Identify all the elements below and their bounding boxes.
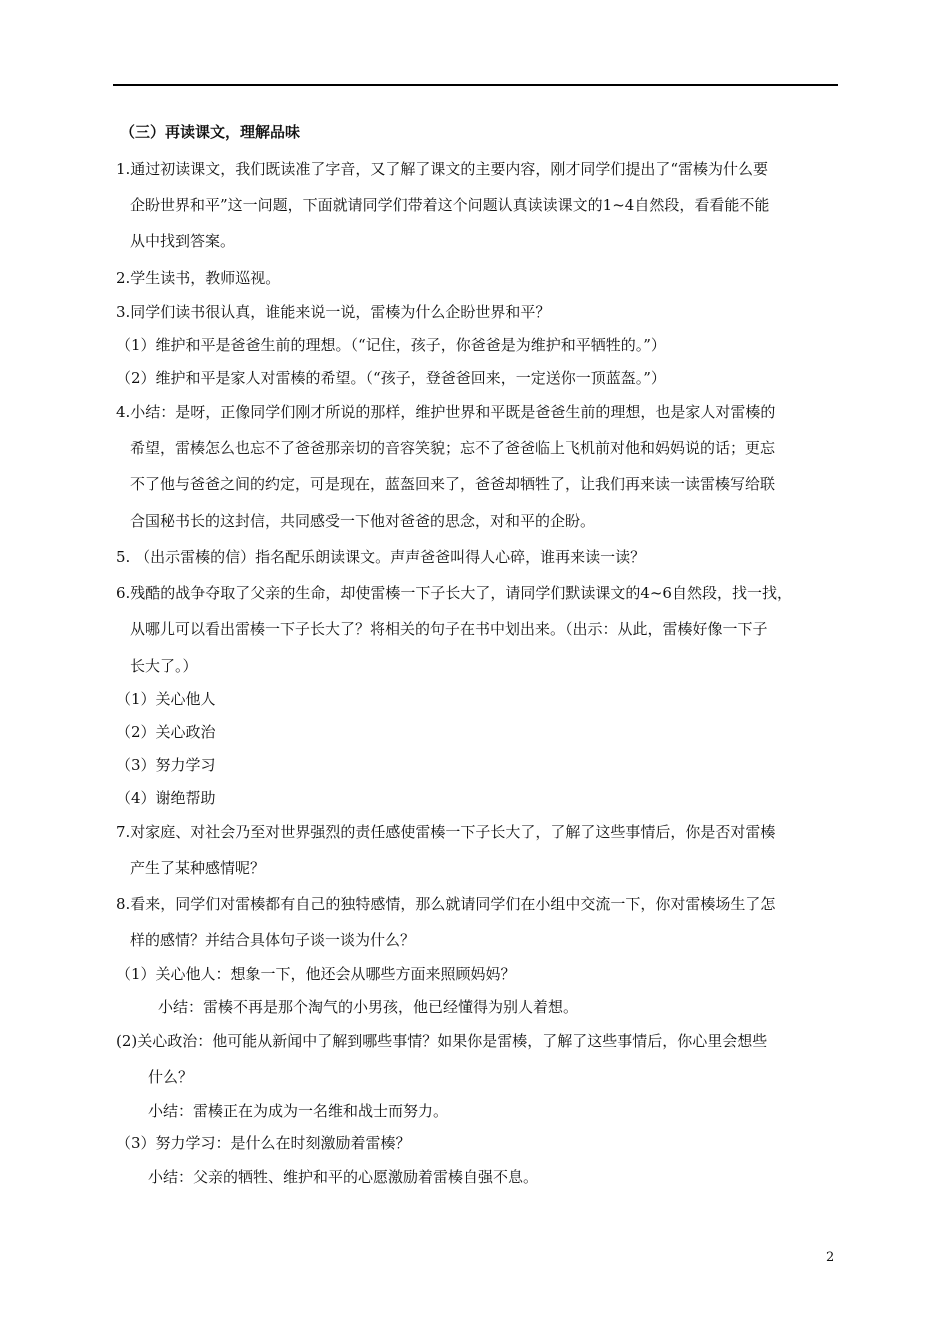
page-number: 2 bbox=[826, 1250, 835, 1265]
paragraph-line: （1）关心他人 bbox=[116, 690, 216, 708]
paragraph-line: 2.学生读书，教师巡视。 bbox=[116, 269, 281, 287]
paragraph-line: 小结：雷楱不再是那个淘气的小男孩，他已经懂得为别人着想。 bbox=[158, 998, 579, 1016]
paragraph-line: 小结：雷楱正在为成为一名维和战士而努力。 bbox=[148, 1102, 449, 1120]
paragraph-line: 8.看来，同学们对雷楱都有自己的独特感情，那么就请同学们在小组中交流一下，你对雷楱场生了怎 bbox=[116, 895, 776, 913]
paragraph-line: 长大了。） bbox=[130, 657, 198, 675]
paragraph-line: 合国秘书长的这封信，共同感受一下他对爸爸的思念，对和平的企盼。 bbox=[130, 512, 596, 530]
paragraph-line: 3.同学们读书很认真，谁能来说一说，雷楱为什么企盼世界和平？ bbox=[116, 303, 551, 321]
paragraph-line: （2）维护和平是家人对雷楱的希望。（“孩子，登爸爸回来，一定送你一顶蓝盔。”） bbox=[116, 369, 666, 387]
section-heading: （三）再读课文，理解品味 bbox=[120, 123, 301, 141]
paragraph-line: (2)关心政治：他可能从新闻中了解到哪些事情？如果你是雷楱，了解了这些事情后，你心里会想些 bbox=[116, 1032, 768, 1050]
paragraph-line: 7.对家庭、对社会乃至对世界强烈的责任感使雷楱一下子长大了，了解了这些事情后，你是否对雷楱 bbox=[116, 823, 776, 841]
paragraph-line: 从哪儿可以看出雷楱一下子长大了？将相关的句子在书中划出来。（出示：从此，雷楱好像一下子 bbox=[130, 620, 768, 638]
paragraph-line: 不了他与爸爸之间的约定，可是现在，蓝盔回来了，爸爸却牺牲了，让我们再来读一读雷楱写给联 bbox=[130, 475, 776, 493]
paragraph-line: 什么？ bbox=[148, 1068, 194, 1086]
paragraph-line: 小结：父亲的牺牲、维护和平的心愿激励着雷楱自强不息。 bbox=[148, 1168, 539, 1186]
paragraph-line: 产生了某种感情呢？ bbox=[130, 859, 266, 877]
paragraph-line: 从中找到答案。 bbox=[130, 232, 236, 250]
paragraph-line: （4）谢绝帮助 bbox=[116, 789, 216, 807]
paragraph-line: 4.小结：是呀，正像同学们刚才所说的那样，维护世界和平既是爸爸生前的理想，也是家人对雷楱的 bbox=[116, 403, 776, 421]
paragraph-line: 6.残酷的战争夺取了父亲的生命，却使雷楱一下子长大了，请同学们默读课文的4~6自然段，找一找， bbox=[116, 584, 792, 602]
paragraph-line: （3）努力学习：是什么在时刻激励着雷楱？ bbox=[116, 1134, 411, 1152]
paragraph-line: 样的感情？并结合具体句子谈一谈为什么？ bbox=[130, 931, 416, 949]
paragraph-line: 企盼世界和平”这一问题，下面就请同学们带着这个问题认真读读课文的1~4自然段，看看能不能 bbox=[130, 196, 770, 214]
header-rule bbox=[113, 84, 838, 86]
paragraph-line: （1）关心他人：想象一下，他还会从哪些方面来照顾妈妈？ bbox=[116, 965, 516, 983]
paragraph-line: 1.通过初读课文，我们既读准了字音，又了解了课文的主要内容，刚才同学们提出了“雷楱为什么要 bbox=[116, 160, 768, 178]
paragraph-line: （3）努力学习 bbox=[116, 756, 216, 774]
paragraph-line: （1）维护和平是爸爸生前的理想。（“记住，孩子，你爸爸是为维护和平牺牲的。”） bbox=[116, 336, 666, 354]
paragraph-line: （2）关心政治 bbox=[116, 723, 216, 741]
paragraph-line: 5. （出示雷楱的信）指名配乐朗读课文。声声爸爸叫得人心碎，谁再来读一读？ bbox=[116, 548, 646, 566]
paragraph-line: 希望，雷楱怎么也忘不了爸爸那亲切的音容笑貌；忘不了爸爸临上飞机前对他和妈妈说的话；更忘 bbox=[130, 439, 776, 457]
